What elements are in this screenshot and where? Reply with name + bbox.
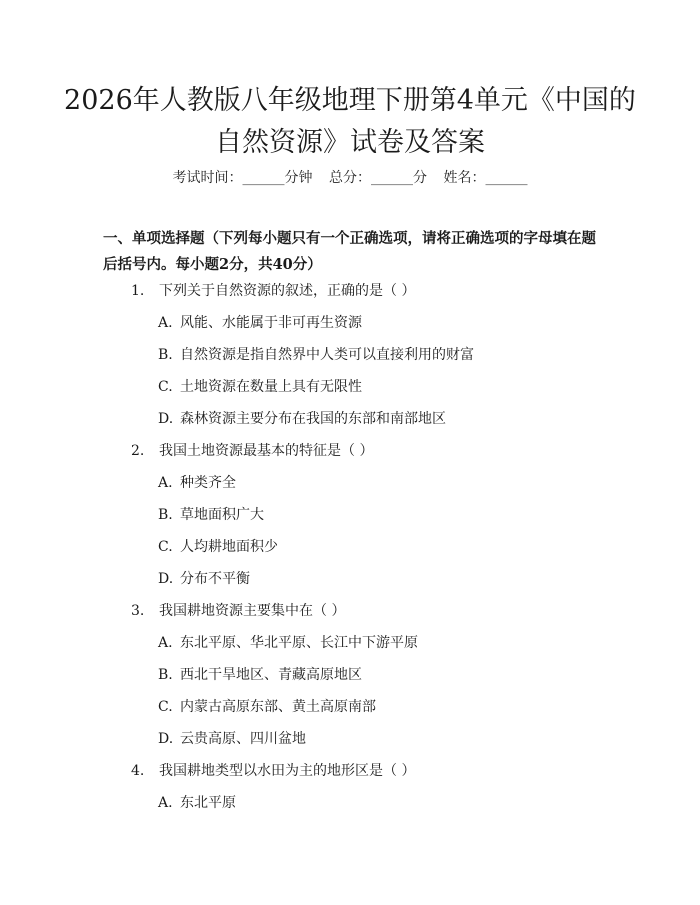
option-text: 森林资源主要分布在我国的东部和南部地区	[180, 411, 446, 427]
question-4	[131, 761, 415, 781]
question-text: 我国耕地类型以水田为主的地形区是（ ）	[159, 763, 416, 779]
option-text: 土地资源在数量上具有无限性	[180, 379, 362, 395]
option-2a	[158, 473, 236, 493]
question-text: 我国耕地资源主要集中在（ ）	[159, 603, 346, 619]
option-1d	[158, 409, 446, 429]
question-number: 2.	[131, 443, 145, 459]
option-2d	[158, 569, 250, 589]
question-1	[131, 281, 415, 301]
option-letter: A.	[158, 475, 173, 491]
option-text: 人均耕地面积少	[180, 539, 278, 555]
option-4a	[158, 793, 236, 813]
option-letter: C.	[158, 699, 173, 715]
option-2b	[158, 505, 264, 525]
option-1c	[158, 377, 362, 397]
option-text: 分布不平衡	[180, 571, 250, 587]
option-text: 风能、水能属于非可再生资源	[180, 315, 362, 331]
option-3a	[158, 633, 418, 653]
option-text: 东北平原、华北平原、长江中下游平原	[180, 635, 418, 651]
exam-name: 姓名：______	[443, 170, 528, 186]
option-letter: D.	[158, 411, 174, 427]
question-number: 3.	[131, 603, 145, 619]
option-text: 种类齐全	[180, 475, 236, 491]
option-3d	[158, 729, 306, 749]
question-text: 下列关于自然资源的叙述，正确的是（ ）	[159, 283, 416, 299]
section-heading: 一、单项选择题（下列每小题只有一个正确选项，请将正确选项的字母填在题后括号内。每小题2分，共40分）	[103, 230, 596, 273]
option-text: 草地面积广大	[180, 507, 264, 523]
option-text: 自然资源是指自然界中人类可以直接利用的财富	[180, 347, 474, 363]
exam-score: 总分：______分	[329, 170, 427, 186]
option-3b	[158, 665, 362, 685]
option-1a	[158, 313, 362, 333]
option-text: 云贵高原、四川盆地	[180, 731, 306, 747]
exam-title: 2026年人教版八年级地理下册第4单元《中国的自然资源》试卷及答案	[64, 85, 636, 158]
question-text: 我国土地资源最基本的特征是（ ）	[159, 443, 374, 459]
option-letter: C.	[158, 539, 173, 555]
option-text: 东北平原	[180, 795, 236, 811]
exam-meta	[0, 168, 700, 188]
option-3c	[158, 697, 376, 717]
option-letter: A.	[158, 635, 173, 651]
option-letter: B.	[158, 667, 173, 683]
option-2c	[158, 537, 278, 557]
option-letter: D.	[158, 731, 174, 747]
exam-time: 考试时间：______分钟	[172, 170, 313, 186]
option-text: 西北干旱地区、青藏高原地区	[180, 667, 362, 683]
question-3	[131, 601, 345, 621]
option-letter: A.	[158, 795, 173, 811]
option-text: 内蒙古高原东部、黄土高原南部	[180, 699, 376, 715]
question-number: 4.	[131, 763, 145, 779]
option-letter: D.	[158, 571, 174, 587]
question-number: 1.	[131, 283, 145, 299]
option-letter: A.	[158, 315, 173, 331]
option-letter: B.	[158, 347, 173, 363]
option-letter: C.	[158, 379, 173, 395]
option-1b	[158, 345, 474, 365]
question-2	[131, 441, 373, 461]
option-letter: B.	[158, 507, 173, 523]
